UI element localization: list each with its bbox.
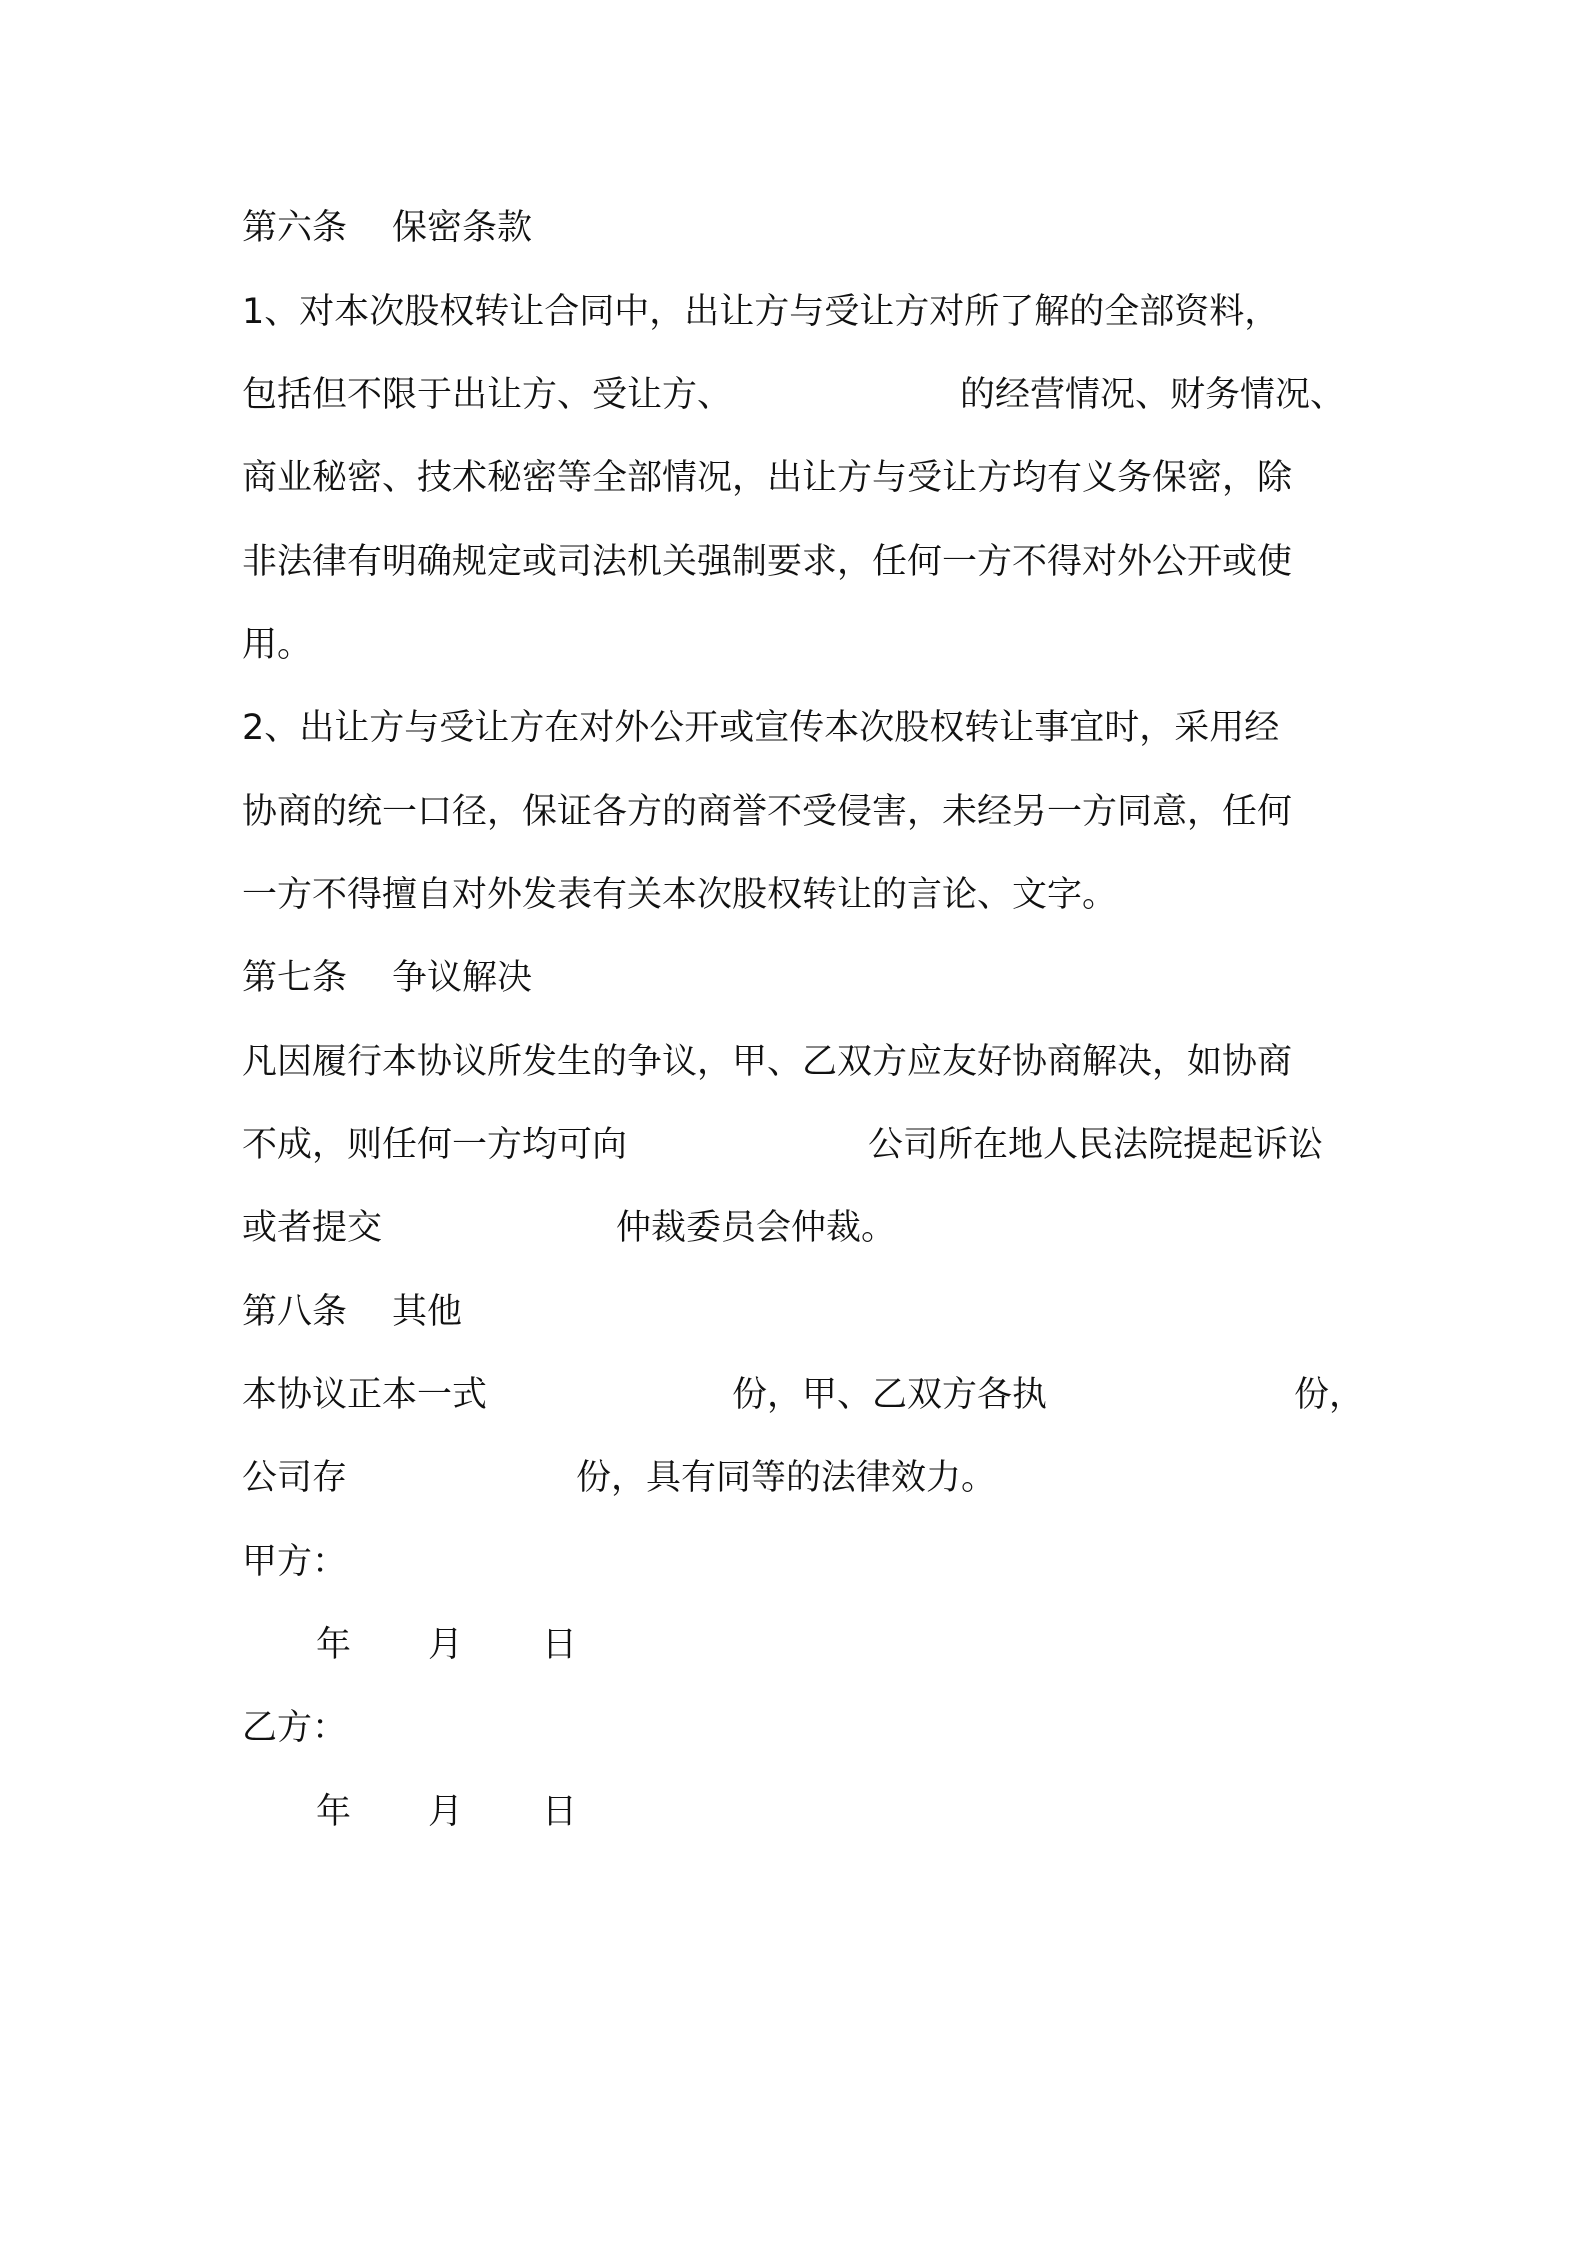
section6-item2-line1: 2、出让方与受让方在对外公开或宣传本次股权转让事宜时，采用经	[242, 708, 1280, 748]
section7-line1: 凡因履行本协议所发生的争议，甲、乙双方应友好协商解决，如协商	[242, 1042, 1293, 1082]
section7-line2-start: 不成，则任何一方均可向	[242, 1125, 628, 1165]
party-b-year: 年	[316, 1792, 352, 1832]
section8-line1-c: 份，	[1294, 1375, 1365, 1415]
section6-item1-line1: 1、对本次股权转让合同中，出让方与受让方对所了解的全部资料，	[242, 292, 1280, 332]
section8-line1	[242, 1365, 1365, 1425]
section8-title: 其他	[392, 1292, 463, 1332]
section6-item1-line5: 用。	[242, 625, 313, 665]
section6-item1-line3: 商业秘密、技术秘密等全部情况，出让方与受让方均有义务保密，除	[242, 458, 1293, 498]
section7-line2	[242, 1115, 1354, 1175]
section6-item2-line3: 一方不得擅自对外发表有关本次股权转让的言论、文字。	[242, 875, 1118, 915]
party-a-day: 日	[542, 1625, 578, 1665]
section6-item2-line2: 协商的统一口径，保证各方的商誉不受侵害，未经另一方同意，任何	[242, 792, 1293, 832]
party-b-month: 月	[428, 1792, 464, 1832]
party-b-label: 乙方：	[242, 1708, 348, 1748]
party-a-label: 甲方：	[242, 1542, 348, 1582]
section8-line2-b: 份，具有同等的法律效力。	[576, 1458, 997, 1498]
section8-line1-a: 本协议正本一式	[242, 1375, 488, 1415]
section7-line2-end: 公司所在地人民法院提起诉讼	[868, 1125, 1324, 1165]
section7-line3	[242, 1198, 1354, 1258]
section7-line3-end: 仲裁委员会仲裁。	[616, 1208, 897, 1248]
section7-number: 第七条	[242, 958, 348, 998]
party-a-date	[242, 1615, 742, 1675]
section7-line3-start: 或者提交	[242, 1208, 383, 1248]
section6-item1-line2-end: 的经营情况、财务情况、	[960, 375, 1346, 415]
section6-item1-line2-start: 包括但不限于出让方、受让方、	[242, 375, 733, 415]
party-b-day: 日	[542, 1792, 578, 1832]
section6-title: 保密条款	[392, 208, 533, 248]
section8-line1-b: 份，甲、乙双方各执	[732, 1375, 1048, 1415]
section7-title: 争议解决	[392, 958, 533, 998]
section6-number: 第六条	[242, 208, 348, 248]
section8-number: 第八条	[242, 1292, 348, 1332]
section6-item1-line4: 非法律有明确规定或司法机关强制要求，任何一方不得对外公开或使	[242, 542, 1293, 582]
section6-item1-line2	[242, 365, 1354, 425]
party-a-month: 月	[428, 1625, 464, 1665]
section8-line2-a: 公司存	[242, 1458, 348, 1498]
party-a-year: 年	[316, 1625, 352, 1665]
section8-line2	[242, 1448, 1354, 1508]
party-b-date	[242, 1782, 742, 1842]
